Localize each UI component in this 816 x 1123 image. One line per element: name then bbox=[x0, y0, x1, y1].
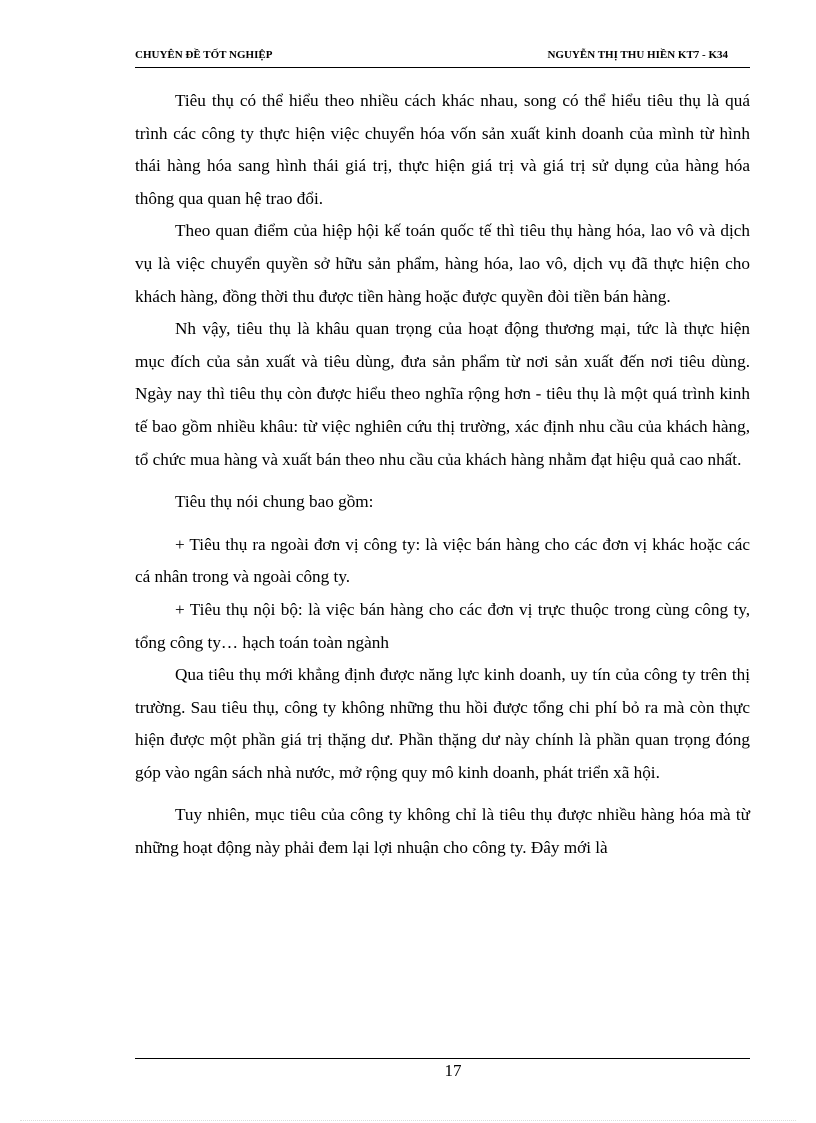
paragraph: Tiêu thụ nói chung bao gồm: bbox=[175, 492, 374, 512]
paragraph: Tuy nhiên, mục tiêu của công ty không chỉ là tiêu thụ được nhiều hàng hóa mà từ những hoạt động này phải đem lại lợi nhuận cho công ty. Đây mới là bbox=[135, 805, 750, 858]
paragraph: + Tiêu thụ nội bộ: là việc bán hàng cho các đơn vị trực thuộc trong cùng công ty, tổng công ty… hạch toán toàn ngành bbox=[135, 599, 750, 652]
paragraph: + Tiêu thụ ra ngoài đơn vị công ty: là việc bán hàng cho các đơn vị khác hoặc các cá nhân trong và ngoài công ty. bbox=[135, 534, 750, 587]
paragraph: Nh vậy, tiêu thụ là khâu quan trọng của hoạt động thương mại, tức là thực hiện mục đích của sản xuất và tiêu dùng, đưa sản phẩm từ nơi sản xuất đến nơi tiêu dùng. Ngày nay thì tiêu thụ còn được hiểu theo nghĩa rộng hơn - tiêu thụ là một quá trình kinh tế bao gồm nhiều khâu: từ việc nghiên cứu thị trường, xác định nhu cầu của khách hàng, tổ chức mua hàng và xuất bán theo nhu cầu của khách hàng nhằm đạt hiệu quả cao nhất. bbox=[135, 319, 750, 469]
paragraph: Theo quan điểm của hiệp hội kế toán quốc tế thì tiêu thụ hàng hóa, lao vô và dịch vụ là việc chuyển quyền sở hữu sản phẩm, hàng hóa, lao vô, dịch vụ đã thực hiện cho khách hàng, đồng thời thu được tiền hàng hoặc được quyền đòi tiền bán hàng. bbox=[135, 221, 750, 306]
header-author: NGUYỄN THỊ THU HIỀN KT7 - K34 bbox=[547, 49, 728, 61]
header-title: CHUYÊN ĐỀ TỐT NGHIỆP bbox=[135, 49, 273, 61]
page-edge bbox=[20, 1120, 796, 1121]
paragraph: Tiêu thụ có thể hiểu theo nhiều cách khác nhau, song có thể hiểu tiêu thụ là quá trình các công ty thực hiện việc chuyển hóa vốn sản xuất kinh doanh của mình từ hình thái hàng hóa sang hình thái giá trị, thực hiện giá trị và giá trị sử dụng của hàng hóa thông qua quan hệ trao đổi. bbox=[135, 91, 750, 208]
page-header bbox=[135, 49, 750, 68]
document-body bbox=[135, 85, 750, 865]
paragraph: Qua tiêu thụ mới khẳng định được năng lực kinh doanh, uy tín của công ty trên thị trường. Sau tiêu thụ, công ty không những thu hồi được tổng chi phí bỏ ra mà còn thực hiện được một phần giá trị thặng dư. Phần thặng dư này chính là phần quan trọng đóng góp vào ngân sách nhà nước, mở rộng quy mô kinh doanh, phát triển xã hội. bbox=[135, 665, 750, 782]
footer-divider bbox=[135, 1058, 750, 1059]
page-number: 17 bbox=[444, 1061, 462, 1080]
